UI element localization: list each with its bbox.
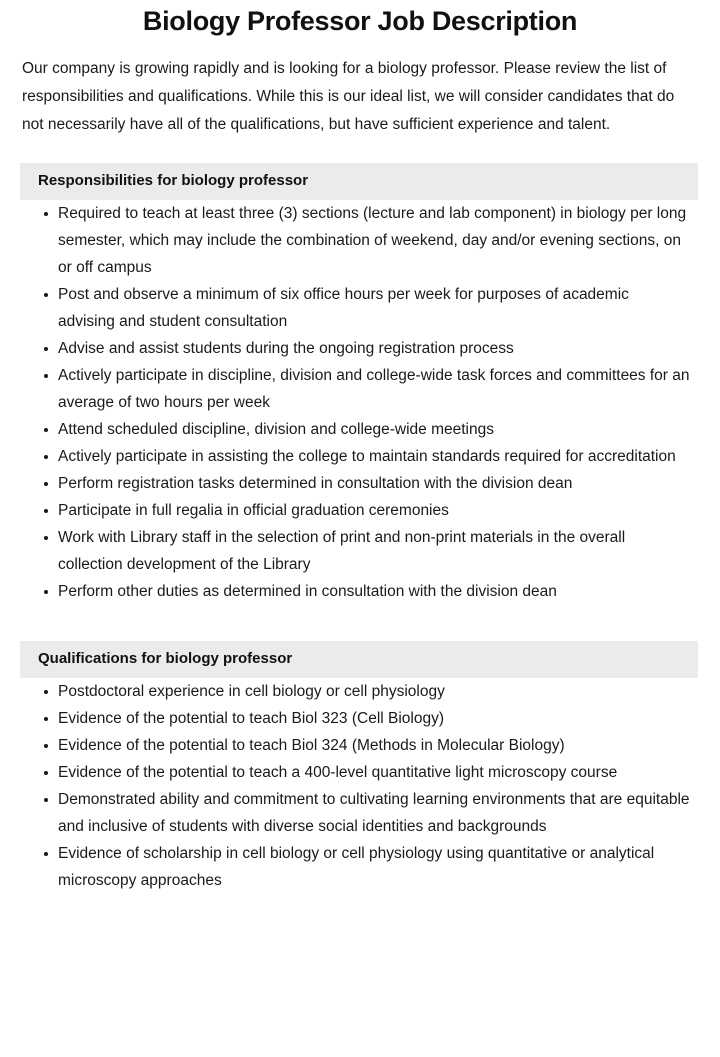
list-item: Post and observe a minimum of six office hours per week for purposes of academic advising and student consultation <box>0 281 720 335</box>
responsibilities-section <box>0 139 720 605</box>
list-item: Actively participate in assisting the college to maintain standards required for accreditation <box>0 443 720 470</box>
list-item: Actively participate in discipline, division and college-wide task forces and committees for an average of two hours per week <box>0 362 720 416</box>
list-item: Evidence of the potential to teach a 400-level quantitative light microscopy course <box>0 759 720 786</box>
list-item: Required to teach at least three (3) sections (lecture and lab component) in biology per long semester, which may include the combination of weekend, day and/or evening sections, on or off campus <box>0 200 720 281</box>
list-item: Evidence of scholarship in cell biology or cell physiology using quantitative or analytical microscopy approaches <box>0 840 720 894</box>
responsibilities-list <box>0 200 720 605</box>
qualifications-heading: Qualifications for biology professor <box>20 641 698 678</box>
list-item: Postdoctoral experience in cell biology or cell physiology <box>0 678 720 705</box>
responsibilities-header-wrap <box>0 139 720 200</box>
list-item: Advise and assist students during the ongoing registration process <box>0 335 720 362</box>
qualifications-header-wrap <box>0 605 720 678</box>
list-item: Perform other duties as determined in consultation with the division dean <box>0 578 720 605</box>
page-title: Biology Professor Job Description <box>142 6 578 36</box>
list-item: Demonstrated ability and commitment to cultivating learning environments that are equitable and inclusive of students with diverse social identities and backgrounds <box>0 786 720 840</box>
responsibilities-heading: Responsibilities for biology professor <box>20 163 698 200</box>
qualifications-section <box>0 605 720 894</box>
qualifications-list <box>0 678 720 894</box>
list-item: Participate in full regalia in official graduation ceremonies <box>0 497 720 524</box>
list-item: Attend scheduled discipline, division and college-wide meetings <box>0 416 720 443</box>
list-item: Perform registration tasks determined in consultation with the division dean <box>0 470 720 497</box>
intro-paragraph: Our company is growing rapidly and is looking for a biology professor. Please review the list of responsibilities and qualifications. While this is our ideal list, we will consider candidates that do not necessarily have all of the qualifications, but have sufficient experience and talent. <box>22 60 675 133</box>
list-item: Evidence of the potential to teach Biol 324 (Methods in Molecular Biology) <box>0 732 720 759</box>
list-item: Work with Library staff in the selection of print and non-print materials in the overall collection development of the Library <box>0 524 720 578</box>
list-item: Evidence of the potential to teach Biol 323 (Cell Biology) <box>0 705 720 732</box>
